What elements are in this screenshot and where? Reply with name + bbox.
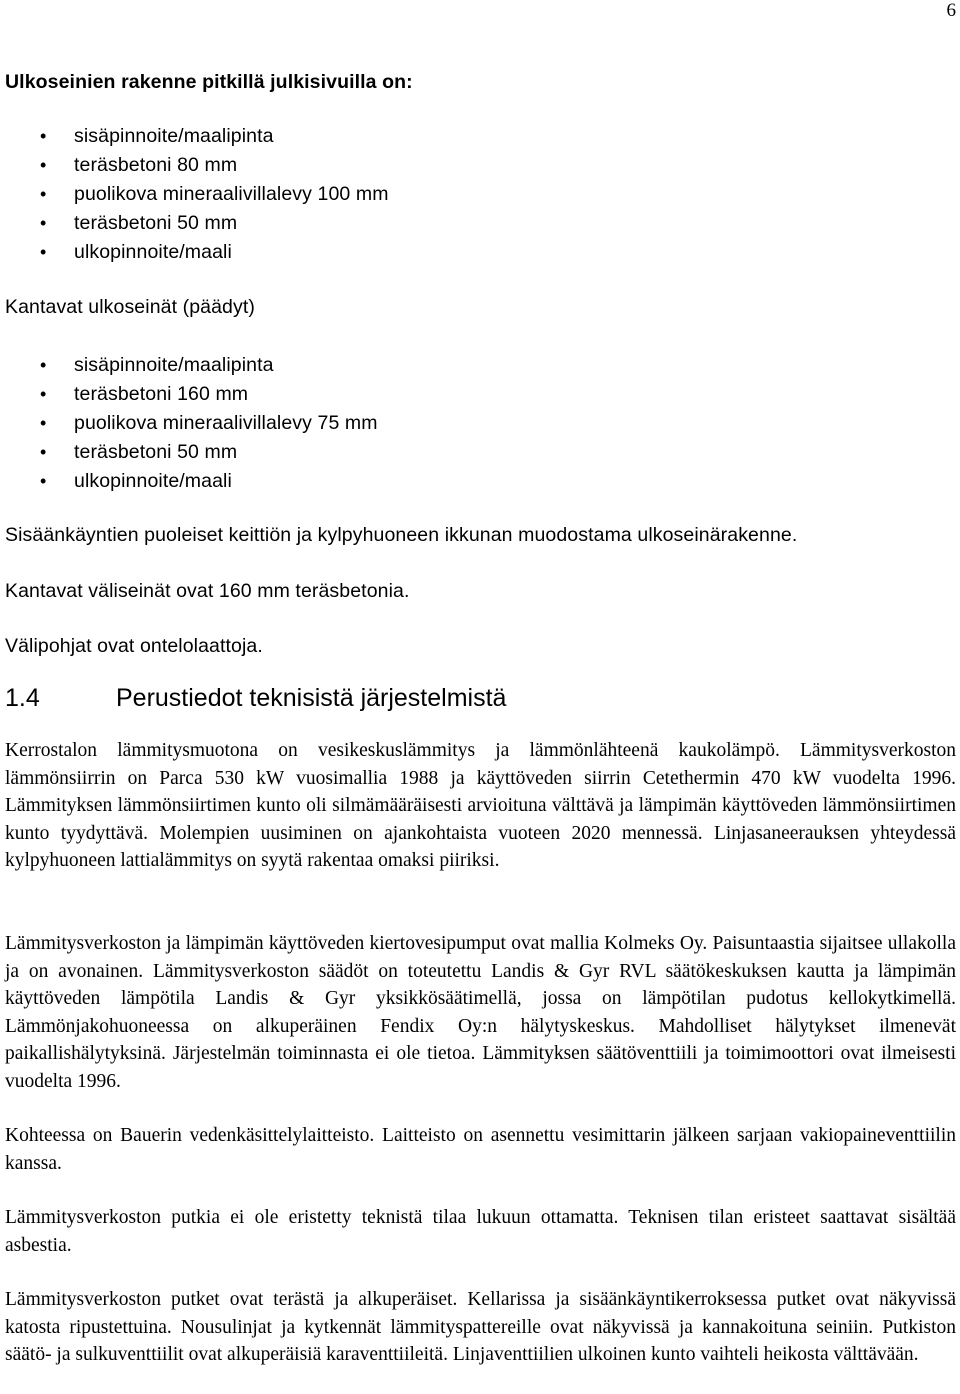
paragraph-pipes: Lämmitysverkoston putket ovat terästä ja alkuperäiset. Kellarissa ja sisäänkäyntikerroksessa putket ovat näkyvissä katosta ripustettuina. Nousulinjat ja kytkennät lämmityspattereille ovat näkyvissä ja kannakoituna seiniin. Putkiston säätö- ja sulkuventtiilit ovat alkuperäisiä karaventtiileitä. Linjaventtiilien ulkoinen kunto vaihteli heikosta välttävään.: [5, 1289, 956, 1365]
paragraph-heating: Kerrostalon lämmitysmuotona on vesikeskuslämmitys ja lämmönlähteenä kaukolämpö. Lämmitysverkoston lämmönsiirrin on Parca 530 kW vuosimallia 1988 ja käyttöveden siirrin Cetethermin 470 kW vuodelta 1996. Lämmityksen lämmönsiirtimen kunto oli silmämääräisesti arvioituna välttävä ja lämpimän käyttöveden lämmönsiirtimen kunto tyydyttävä. Molempien uusiminen on ajankohtaista vuoteen 2020 mennessä. Linjasaneerauksen yhteydessä kylpyhuoneen lattialämmitys on syytä rakentaa omaksi piiriksi.: [5, 740, 956, 871]
walls-end-heading: Kantavat ulkoseinät (päädyt): [5, 296, 255, 318]
section-heading: [5, 683, 956, 713]
bullet-icon: •: [40, 471, 47, 491]
note-partition-walls: Kantavat väliseinät ovat 160 mm teräsbetonia.: [5, 580, 410, 602]
walls-long-heading: Ulkoseinien rakenne pitkillä julkisivuilla on:: [5, 71, 413, 93]
walls-end-list: [5, 351, 956, 496]
page-number: 6: [946, 0, 956, 21]
list-item: • ulkopinnoite/maali: [5, 467, 956, 496]
list-item: • teräsbetoni 50 mm: [5, 438, 956, 467]
bullet-icon: •: [40, 155, 47, 175]
section-number: 1.4: [5, 684, 40, 712]
list-item: • sisäpinnoite/maalipinta: [5, 122, 956, 151]
paragraph-water-treatment: Kohteessa on Bauerin vedenkäsittelylaitteisto. Laitteisto on asennettu vesimittarin jälkeen sarjaan vakiopaineventtiilin kanssa.: [5, 1125, 956, 1174]
bullet-icon: •: [40, 413, 47, 433]
bullet-icon: •: [40, 126, 47, 146]
list-item: • teräsbetoni 50 mm: [5, 209, 956, 238]
paragraph-insulation: Lämmitysverkoston putkia ei ole eristetty teknistä tilaa lukuun ottamatta. Teknisen tilan eristeet saattavat sisältää asbestia.: [5, 1207, 956, 1256]
bullet-icon: •: [40, 442, 47, 462]
note-floors: Välipohjat ovat ontelolaattoja.: [5, 635, 263, 657]
section-title: Perustiedot teknisistä järjestelmistä: [116, 684, 507, 712]
list-item: • puolikova mineraalivillalevy 100 mm: [5, 180, 956, 209]
bullet-icon: •: [40, 213, 47, 233]
paragraph-pumps: Lämmitysverkoston ja lämpimän käyttöveden kiertovesipumput ovat mallia Kolmeks Oy. Paisuntaastia sijaitsee ullakolla ja on avonainen. Lämmitysverkoston säädöt on toteutettu Landis & Gyr RVL säätökeskuksen kautta ja lämpimän käyttöveden lämpötila Landis & Gyr yksikkösäätimellä, jossa on lämpötilan pudotus kellokytkimellä. Lämmönjakohuoneessa on alkuperäinen Fendix Oy:n hälytyskeskus. Mahdolliset hälytykset ilmenevät paikallishälytyksinä. Järjestelmän toiminnasta ei ole tietoa. Lämmityksen säätöventtiili ja toimimoottori ovat ilmeisesti vuodelta 1996.: [5, 933, 956, 1092]
list-item: • ulkopinnoite/maali: [5, 238, 956, 267]
list-item: • teräsbetoni 160 mm: [5, 380, 956, 409]
bullet-icon: •: [40, 242, 47, 262]
bullet-icon: •: [40, 184, 47, 204]
list-item: • teräsbetoni 80 mm: [5, 151, 956, 180]
note-entrances: Sisäänkäyntien puoleiset keittiön ja kylpyhuoneen ikkunan muodostama ulkoseinärakenne.: [5, 524, 798, 546]
bullet-icon: •: [40, 384, 47, 404]
bullet-icon: •: [40, 355, 47, 375]
walls-long-list: [5, 122, 956, 267]
list-item: • sisäpinnoite/maalipinta: [5, 351, 956, 380]
list-item: • puolikova mineraalivillalevy 75 mm: [5, 409, 956, 438]
